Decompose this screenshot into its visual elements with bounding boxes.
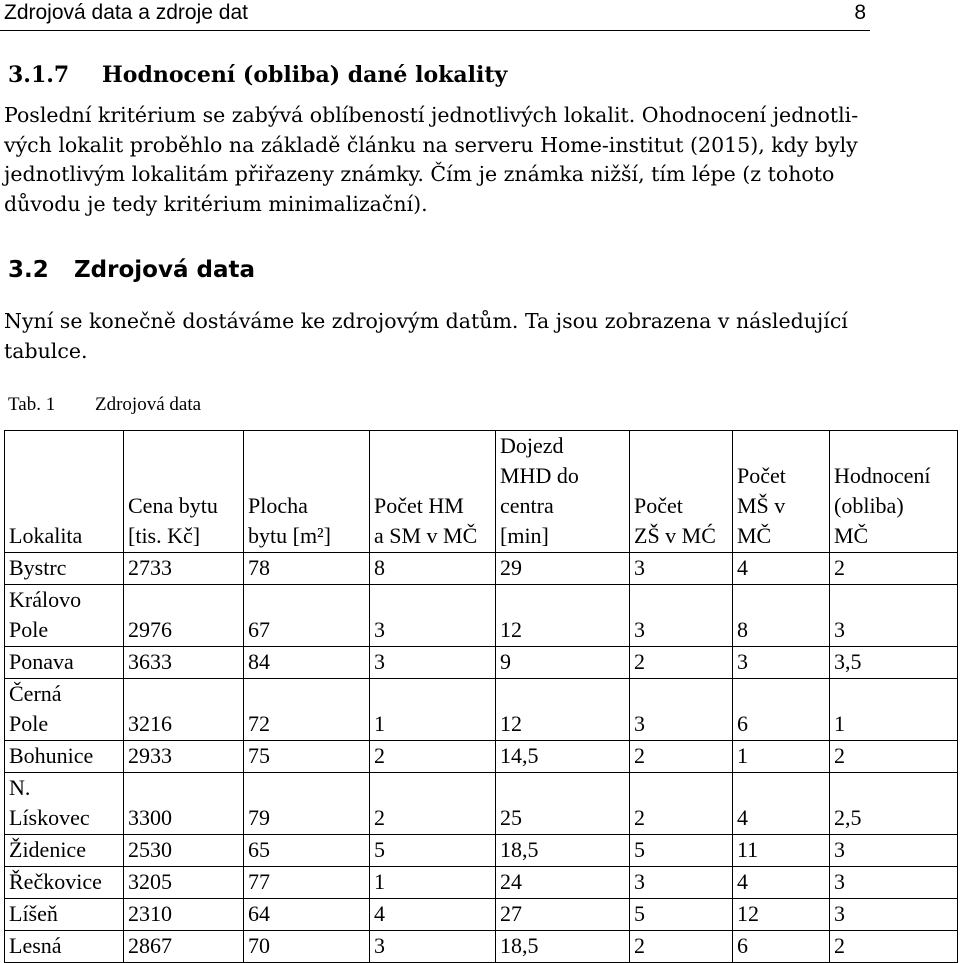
locality-name-line: Královo bbox=[9, 587, 82, 612]
table-cell-plocha-bytu: 65 bbox=[244, 835, 370, 867]
section-32-paragraph bbox=[4, 307, 870, 366]
table-cell-pocet-hm-sm: 8 bbox=[370, 553, 496, 585]
locality-name-line: Líšeň bbox=[9, 901, 58, 926]
paragraph-line: tabulce. bbox=[4, 338, 88, 363]
table-row bbox=[5, 553, 958, 585]
table-cell-pocet-hm-sm: 2 bbox=[370, 773, 496, 835]
table-cell-cena-bytu: 3300 bbox=[124, 773, 244, 835]
table-cell-pocet-zs: 2 bbox=[630, 773, 733, 835]
table-cell-pocet-hm-sm: 2 bbox=[370, 741, 496, 773]
section-317-paragraph bbox=[4, 101, 870, 219]
table-cell-plocha-bytu: 67 bbox=[244, 585, 370, 647]
table-cell-dojezd-mhd: 18,5 bbox=[496, 835, 630, 867]
table-cell-dojezd-mhd: 27 bbox=[496, 899, 630, 931]
table-cell-hodnoceni: 3,5 bbox=[830, 647, 958, 679]
table-cell-pocet-ms: 6 bbox=[733, 679, 830, 741]
column-header-line: MHD do bbox=[500, 463, 579, 488]
locality-name-line: Židenice bbox=[9, 837, 86, 862]
section-title: Hodnocení (obliba) dané lokality bbox=[102, 62, 508, 88]
table-cell-pocet-hm-sm: 3 bbox=[370, 931, 496, 963]
paragraph-line: jednotlivým lokalitám přiřazeny známky. Čím je známka nižší, tím lépe (z tohoto bbox=[4, 162, 835, 186]
paragraph-line: vých lokalit proběhlo na základě článku na serveru Home-institut (2015), kdy byly bbox=[4, 132, 858, 157]
locality-cell bbox=[5, 585, 124, 647]
page-number: 8 bbox=[854, 1, 866, 24]
locality-name-line: Řečkovice bbox=[9, 869, 102, 894]
column-header-plocha-bytu bbox=[244, 431, 370, 553]
section-heading-32 bbox=[8, 257, 255, 283]
table-cell-plocha-bytu: 70 bbox=[244, 931, 370, 963]
table-caption-number: Tab. 1 bbox=[8, 394, 56, 415]
locality-name-line: Černá bbox=[9, 681, 62, 706]
locality-name-line: Lesná bbox=[9, 933, 62, 958]
locality-cell bbox=[5, 899, 124, 931]
table-cell-plocha-bytu: 64 bbox=[244, 899, 370, 931]
table-cell-pocet-zs: 5 bbox=[630, 899, 733, 931]
table-cell-pocet-ms: 6 bbox=[733, 931, 830, 963]
paragraph-line: Poslední kritérium se zabývá oblíbeností jednotlivých lokalit. Ohodnocení jednotli- bbox=[4, 103, 859, 127]
table-cell-plocha-bytu: 78 bbox=[244, 553, 370, 585]
column-header-line: Počet HM bbox=[374, 493, 464, 518]
locality-cell bbox=[5, 679, 124, 741]
table-row bbox=[5, 679, 958, 741]
column-header-line: Lokalita bbox=[9, 523, 83, 548]
locality-name-line: Pole bbox=[9, 711, 49, 736]
table-row bbox=[5, 899, 958, 931]
table-cell-pocet-ms: 3 bbox=[733, 647, 830, 679]
table-cell-hodnoceni: 2 bbox=[830, 553, 958, 585]
table-cell-pocet-ms: 8 bbox=[733, 585, 830, 647]
column-header-line: (obliba) bbox=[834, 493, 904, 518]
table-cell-pocet-ms: 1 bbox=[733, 741, 830, 773]
table-cell-pocet-zs: 3 bbox=[630, 553, 733, 585]
table-caption bbox=[8, 394, 201, 416]
column-header-line: MŠ v bbox=[737, 493, 786, 518]
table-cell-cena-bytu: 3633 bbox=[124, 647, 244, 679]
table-cell-pocet-zs: 3 bbox=[630, 867, 733, 899]
column-header-line: MČ bbox=[737, 523, 772, 548]
table-row bbox=[5, 867, 958, 899]
locality-cell bbox=[5, 647, 124, 679]
column-header-line: [tis. Kč] bbox=[128, 523, 201, 548]
locality-cell bbox=[5, 773, 124, 835]
table-cell-plocha-bytu: 75 bbox=[244, 741, 370, 773]
column-header-line: Počet bbox=[737, 463, 786, 488]
table-cell-cena-bytu: 2976 bbox=[124, 585, 244, 647]
table-cell-hodnoceni: 2 bbox=[830, 931, 958, 963]
table-cell-hodnoceni: 2,5 bbox=[830, 773, 958, 835]
table-cell-hodnoceni: 2 bbox=[830, 741, 958, 773]
table-row bbox=[5, 835, 958, 867]
table-body bbox=[5, 553, 958, 963]
paragraph-line: Nyní se konečně dostáváme ke zdrojovým datům. Ta jsou zobrazena v následující bbox=[4, 309, 848, 333]
column-header-line: MČ bbox=[834, 523, 869, 548]
table-cell-plocha-bytu: 84 bbox=[244, 647, 370, 679]
table-cell-pocet-ms: 11 bbox=[733, 835, 830, 867]
table-row bbox=[5, 585, 958, 647]
column-header-line: centra bbox=[500, 493, 554, 518]
column-header-line: Počet bbox=[634, 493, 683, 518]
table-cell-cena-bytu: 2310 bbox=[124, 899, 244, 931]
column-header-line: Cena bytu bbox=[128, 493, 218, 518]
table-cell-cena-bytu: 3205 bbox=[124, 867, 244, 899]
table-cell-pocet-zs: 2 bbox=[630, 741, 733, 773]
table-cell-pocet-zs: 2 bbox=[630, 931, 733, 963]
table-cell-cena-bytu: 3216 bbox=[124, 679, 244, 741]
locality-cell bbox=[5, 867, 124, 899]
table-cell-plocha-bytu: 72 bbox=[244, 679, 370, 741]
column-header-line: Dojezd bbox=[500, 433, 564, 458]
locality-name-line: N. bbox=[9, 775, 31, 800]
column-header-line: Hodnocení bbox=[834, 463, 931, 488]
table-cell-pocet-hm-sm: 5 bbox=[370, 835, 496, 867]
column-header-hodnoceni bbox=[830, 431, 958, 553]
table-cell-plocha-bytu: 77 bbox=[244, 867, 370, 899]
section-number: 3.2 bbox=[8, 257, 49, 283]
locality-name-line: Bystrc bbox=[9, 555, 67, 580]
source-data-table bbox=[4, 430, 958, 963]
table-row bbox=[5, 931, 958, 963]
table-cell-pocet-ms: 4 bbox=[733, 553, 830, 585]
column-header-dojezd-mhd bbox=[496, 431, 630, 553]
column-header-pocet-hm-sm bbox=[370, 431, 496, 553]
locality-cell bbox=[5, 553, 124, 585]
column-header-line: ZŠ v MĆ bbox=[634, 523, 716, 548]
table-cell-cena-bytu: 2733 bbox=[124, 553, 244, 585]
table-cell-hodnoceni: 3 bbox=[830, 835, 958, 867]
locality-name-line: Lískovec bbox=[9, 805, 90, 830]
table-cell-dojezd-mhd: 25 bbox=[496, 773, 630, 835]
paragraph-line: důvodu je tedy kritérium minimalizační). bbox=[4, 191, 428, 216]
page-header bbox=[0, 0, 870, 31]
table-cell-cena-bytu: 2867 bbox=[124, 931, 244, 963]
table-row bbox=[5, 741, 958, 773]
locality-name-line: Pole bbox=[9, 617, 49, 642]
table-row bbox=[5, 647, 958, 679]
column-header-pocet-ms bbox=[733, 431, 830, 553]
table-cell-cena-bytu: 2530 bbox=[124, 835, 244, 867]
column-header-cena-bytu bbox=[124, 431, 244, 553]
table-cell-pocet-hm-sm: 1 bbox=[370, 867, 496, 899]
table-cell-pocet-hm-sm: 3 bbox=[370, 585, 496, 647]
locality-name-line: Bohunice bbox=[9, 743, 94, 768]
locality-name-line: Ponava bbox=[9, 649, 74, 674]
table-cell-hodnoceni: 1 bbox=[830, 679, 958, 741]
table-cell-dojezd-mhd: 12 bbox=[496, 679, 630, 741]
locality-cell bbox=[5, 835, 124, 867]
table-cell-dojezd-mhd: 18,5 bbox=[496, 931, 630, 963]
table-cell-pocet-zs: 2 bbox=[630, 647, 733, 679]
table-cell-pocet-zs: 3 bbox=[630, 679, 733, 741]
column-header-pocet-zs bbox=[630, 431, 733, 553]
table-cell-pocet-zs: 3 bbox=[630, 585, 733, 647]
table-caption-text: Zdrojová data bbox=[95, 394, 202, 415]
section-number: 3.1.7 bbox=[8, 62, 70, 88]
table-cell-dojezd-mhd: 14,5 bbox=[496, 741, 630, 773]
column-header-line: bytu [m²] bbox=[248, 523, 331, 548]
table-cell-hodnoceni: 3 bbox=[830, 585, 958, 647]
table-cell-pocet-ms: 4 bbox=[733, 773, 830, 835]
table-cell-pocet-zs: 5 bbox=[630, 835, 733, 867]
table-cell-pocet-hm-sm: 1 bbox=[370, 679, 496, 741]
table-cell-hodnoceni: 3 bbox=[830, 899, 958, 931]
table-cell-pocet-ms: 12 bbox=[733, 899, 830, 931]
table-cell-dojezd-mhd: 12 bbox=[496, 585, 630, 647]
column-header-lokalita bbox=[5, 431, 124, 553]
locality-cell bbox=[5, 741, 124, 773]
table-cell-plocha-bytu: 79 bbox=[244, 773, 370, 835]
table-cell-hodnoceni: 3 bbox=[830, 867, 958, 899]
section-title: Zdrojová data bbox=[74, 257, 255, 283]
locality-cell bbox=[5, 931, 124, 963]
column-header-line: Plocha bbox=[248, 493, 308, 518]
table-cell-cena-bytu: 2933 bbox=[124, 741, 244, 773]
table-header-row bbox=[5, 431, 958, 553]
section-heading-317 bbox=[8, 62, 507, 88]
table-cell-dojezd-mhd: 29 bbox=[496, 553, 630, 585]
table-cell-pocet-hm-sm: 4 bbox=[370, 899, 496, 931]
column-header-line: [min] bbox=[500, 523, 549, 548]
table-cell-pocet-hm-sm: 3 bbox=[370, 647, 496, 679]
column-header-line: a SM v MČ bbox=[374, 523, 478, 548]
table-cell-pocet-ms: 4 bbox=[733, 867, 830, 899]
table-row bbox=[5, 773, 958, 835]
table-cell-dojezd-mhd: 24 bbox=[496, 867, 630, 899]
running-title: Zdrojová data a zdroje dat bbox=[4, 1, 248, 24]
table-cell-dojezd-mhd: 9 bbox=[496, 647, 630, 679]
